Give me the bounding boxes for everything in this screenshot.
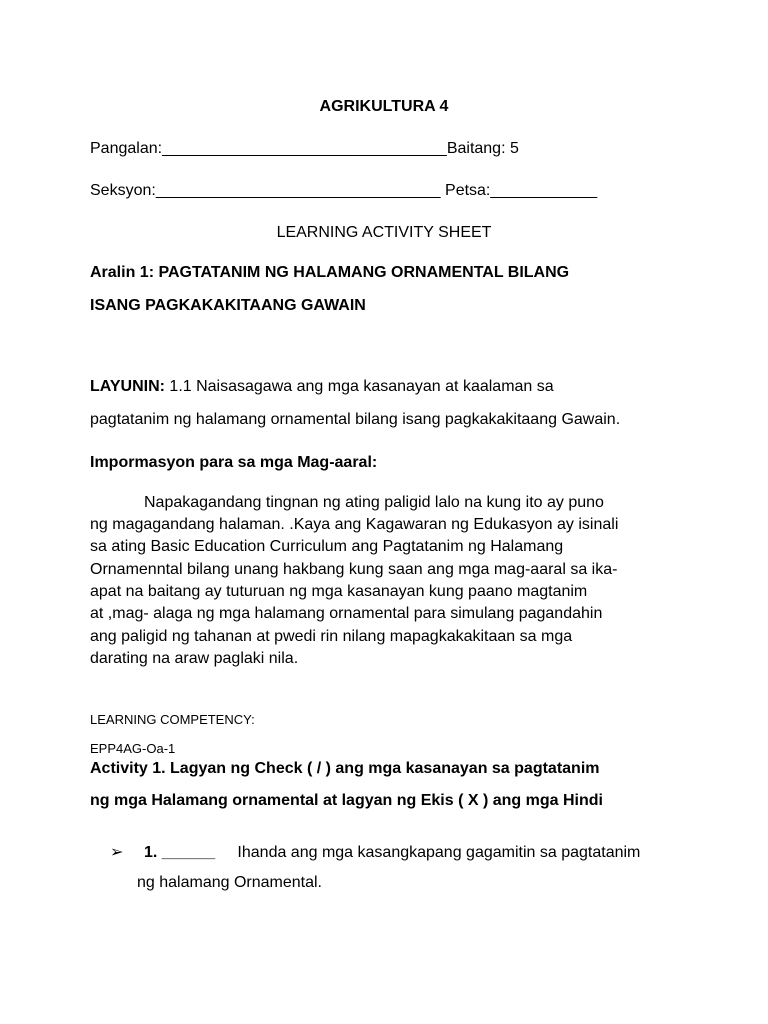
- info-heading: Impormasyon para sa mga Mag-aaral:: [90, 454, 378, 471]
- document-title: AGRIKULTURA 4: [319, 98, 449, 115]
- sheet-title: LEARNING ACTIVITY SHEET: [276, 224, 492, 241]
- objective-line-2: pagtatanim ng halamang ornamental bilang isang pagkakakitaang Gawain.: [90, 411, 621, 428]
- activity-line-1: Activity 1. Lagyan ng Check ( / ) ang mga kasanayan sa pagtatanim: [90, 760, 600, 777]
- info-line-3: sa ating Basic Education Curriculum ang Pagtatanim ng Halamang: [90, 538, 564, 555]
- info-line-2: ng magagandang halaman. .Kaya ang Kagawaran ng Edukasyon ay isinali: [90, 516, 619, 533]
- lesson-title-line-1: Aralin 1: PAGTATANIM NG HALAMANG ORNAMENTAL BILANG: [90, 264, 570, 281]
- objective-text-1: 1.1 Naisasagawa ang mga kasanayan at kaalaman sa: [164, 378, 554, 395]
- name-field-label: Pangalan:________________________________: [90, 140, 447, 157]
- item-1-text: Ihanda ang mga kasangkapang gagamitin sa pagtatanim: [237, 844, 641, 861]
- item-1: [110, 842, 640, 862]
- activity-line-2: ng mga Halamang ornamental at lagyan ng Ekis ( X ) ang mga Hindi: [90, 792, 603, 809]
- name-field-row: [90, 140, 519, 158]
- section-field-label: Seksyon:________________________________: [90, 182, 441, 199]
- info-line-1: Napakagandang tingnan ng ating paligid lalo na kung ito ay puno: [144, 494, 604, 511]
- item-1-text-continued: ng halamang Ornamental.: [137, 874, 322, 891]
- objective-label: LAYUNIN:: [90, 378, 165, 395]
- competency-label: LEARNING COMPETENCY:: [90, 712, 255, 727]
- arrow-bullet-icon: ➢: [110, 844, 124, 861]
- objective-line-1: [90, 378, 554, 396]
- info-line-8: darating na araw paglaki nila.: [90, 650, 299, 667]
- info-line-7: ang paligid ng tahanan at pwedi rin nilang mapagkakakitaan sa mga: [90, 628, 573, 645]
- info-line-5: apat na baitang ay tuturuan ng mga kasanayan kung paano magtanim: [90, 583, 588, 600]
- grade-label: Baitang: 5: [446, 140, 519, 157]
- info-line-4: Ornamenntal bilang unang hakbang kung saan ang mga mag-aaral sa ika-: [90, 561, 618, 578]
- competency-code: EPP4AG-Oa-1: [90, 741, 176, 756]
- item-1-number: 1. ______: [144, 844, 216, 861]
- lesson-title-line-2: ISANG PAGKAKAKITAANG GAWAIN: [90, 297, 366, 314]
- section-field-row: [90, 182, 597, 200]
- date-field-label: Petsa:____________: [445, 182, 598, 199]
- info-line-6: at ,mag- alaga ng mga halamang ornamental para simulang pagandahin: [90, 605, 603, 622]
